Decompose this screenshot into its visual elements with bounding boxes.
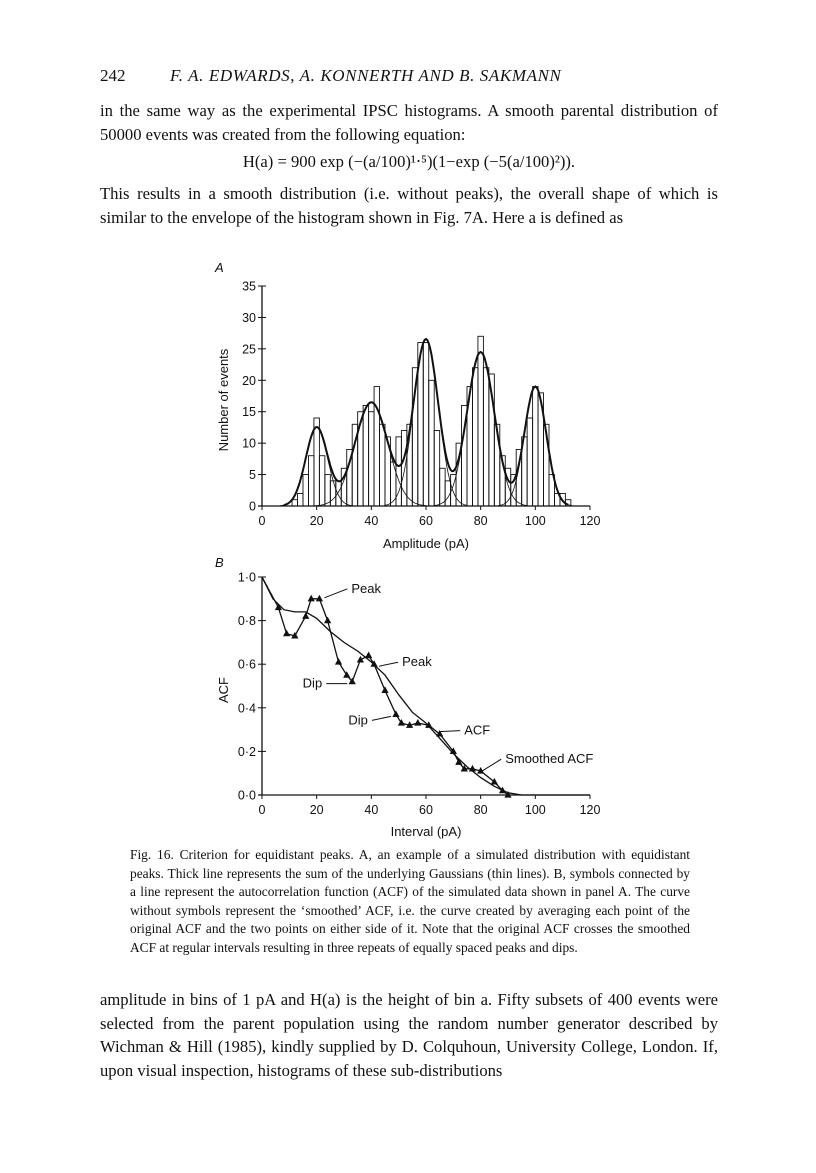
y-tick-label: 0·2 (237, 744, 256, 759)
acf-point (324, 617, 331, 624)
annotation-label: Dip (302, 675, 323, 691)
histogram-bar (483, 368, 488, 506)
histogram-bar (380, 424, 385, 506)
histogram-bar (423, 343, 428, 506)
x-tick-label: 120 (579, 803, 601, 817)
acf-point (381, 686, 388, 693)
histogram-bar (527, 418, 532, 506)
acf-point (283, 630, 290, 637)
x-tick-label: 20 (309, 514, 324, 528)
histogram-bar (533, 387, 538, 506)
histogram-bar (336, 481, 341, 506)
x-tick-label: 40 (364, 514, 379, 528)
histogram-bar (369, 412, 374, 506)
equation: H(a) = 900 exp (−(a/100)¹‧⁵)(1−exp (−5(a/100)²)). (242, 152, 576, 171)
body-paragraph-2 (100, 182, 718, 229)
x-tick-label: 80 (473, 514, 488, 528)
body-paragraph-1 (100, 99, 718, 146)
panel-b-acf (215, 555, 600, 839)
histogram-bar (429, 380, 434, 506)
x-tick-label: 0 (258, 803, 266, 817)
histogram-bar (303, 475, 308, 506)
y-tick-label: 20 (242, 373, 256, 388)
y-tick-label: 0·4 (237, 701, 256, 716)
histogram-bar (292, 500, 297, 506)
x-tick-label: 60 (419, 514, 433, 528)
x-axis-title: Amplitude (pA) (383, 536, 469, 551)
acf-point (335, 658, 342, 665)
panel-a-histogram (214, 260, 600, 551)
histogram-bar (298, 493, 303, 506)
panel-label-a: A (215, 260, 224, 275)
x-axis-title: Interval (pA) (390, 824, 462, 839)
annotation-arrow (379, 662, 398, 666)
body-paragraph-3 (100, 988, 718, 1082)
histogram-bar (440, 468, 445, 506)
acf-point (316, 595, 323, 602)
page-number: 242 (100, 66, 126, 85)
y-axis-title: ACF (216, 677, 231, 703)
annotation-label: Dip (348, 712, 368, 728)
y-tick-label: 0 (249, 499, 256, 514)
x-tick-label: 100 (524, 803, 546, 817)
annotation-arrow (480, 759, 501, 772)
x-tick-label: 80 (473, 803, 488, 817)
y-tick-label: 10 (242, 436, 256, 451)
y-tick-label: 35 (242, 279, 256, 294)
histogram-bar (363, 405, 368, 506)
figure-caption: Fig. 16. Criterion for equidistant peaks. A, an example of a simulated distribution with equidistant peaks. Thick line represents the sum of the underlying Gaussians (thin lines). B, symbols connected by a line represent the autocorrelation function (ACF) of the simulated data shown in panel A. The curve without symbols represent the ‘smoothed’ ACF, i.e. the curve created by averaging each point of the original ACF and the two points on either side of it. Note that the original ACF crosses the smoothed ACF at regular intervals resulting in three repeats of equally spaced peaks and dips. (130, 847, 690, 955)
y-tick-label: 0·6 (237, 657, 256, 672)
annotation-arrow (324, 589, 347, 598)
paragraph-text: in the same way as the experimental IPSC histograms. A smooth parental distribution of 50000 events was created from the following equation: (100, 101, 718, 144)
x-tick-label: 20 (309, 803, 324, 817)
page-header (100, 66, 720, 90)
panel-label-b: B (215, 555, 224, 570)
histogram-bar (330, 481, 335, 506)
histogram-bar (319, 456, 324, 506)
y-tick-label: 30 (242, 310, 256, 325)
annotation-label: Smoothed ACF (505, 751, 594, 767)
acf-point (491, 778, 498, 785)
y-tick-label: 5 (249, 468, 256, 483)
histogram-bar (472, 368, 477, 506)
gaussian-component-curve (316, 402, 427, 505)
annotation-label: ACF (464, 722, 491, 738)
annotation-arrow (439, 731, 460, 732)
annotation-arrow (372, 716, 391, 720)
figure-16 (0, 240, 816, 840)
y-tick-label: 0·8 (237, 614, 256, 629)
histogram-bar (314, 418, 319, 506)
x-tick-label: 0 (258, 514, 266, 528)
histogram-bar (308, 456, 313, 506)
annotation-label: Peak (402, 654, 432, 670)
acf-line (262, 577, 508, 795)
acf-point (414, 719, 421, 726)
gaussian-sum-curve (284, 339, 568, 505)
y-axis-title: Number of events (216, 348, 231, 452)
gaussian-component-curve (280, 428, 354, 506)
y-tick-label: 1·0 (237, 570, 256, 585)
x-tick-label: 120 (579, 514, 601, 528)
running-head: F. A. EDWARDS, A. KONNERTH AND B. SAKMANN (170, 66, 562, 85)
x-tick-label: 40 (364, 803, 379, 817)
y-tick-label: 15 (242, 405, 256, 420)
acf-point (308, 595, 315, 602)
y-tick-label: 0·0 (237, 788, 256, 803)
histogram-bar (325, 475, 330, 506)
paragraph-text: This results in a smooth distribution (i.e. without peaks), the overall shape of which is similar to the envelope of the histogram shown in Fig. 7A. Here a is defined as (100, 184, 718, 227)
x-tick-label: 60 (419, 803, 433, 817)
y-tick-label: 25 (242, 342, 256, 357)
histogram-bar (434, 431, 439, 506)
annotation-label: Peak (351, 580, 382, 596)
histogram-bar (478, 336, 483, 506)
paragraph-text: amplitude in bins of 1 pA and H(a) is the height of bin a. Fifty subsets of 400 events were selected from the parent population using the random number generator described by Wichman & Hill (1985), kindly supplied by D. Colquhoun, University College, London. If, upon visual inspection, histograms of these sub-distributions (100, 990, 718, 1080)
acf-point (392, 710, 399, 717)
x-tick-label: 100 (524, 514, 546, 528)
